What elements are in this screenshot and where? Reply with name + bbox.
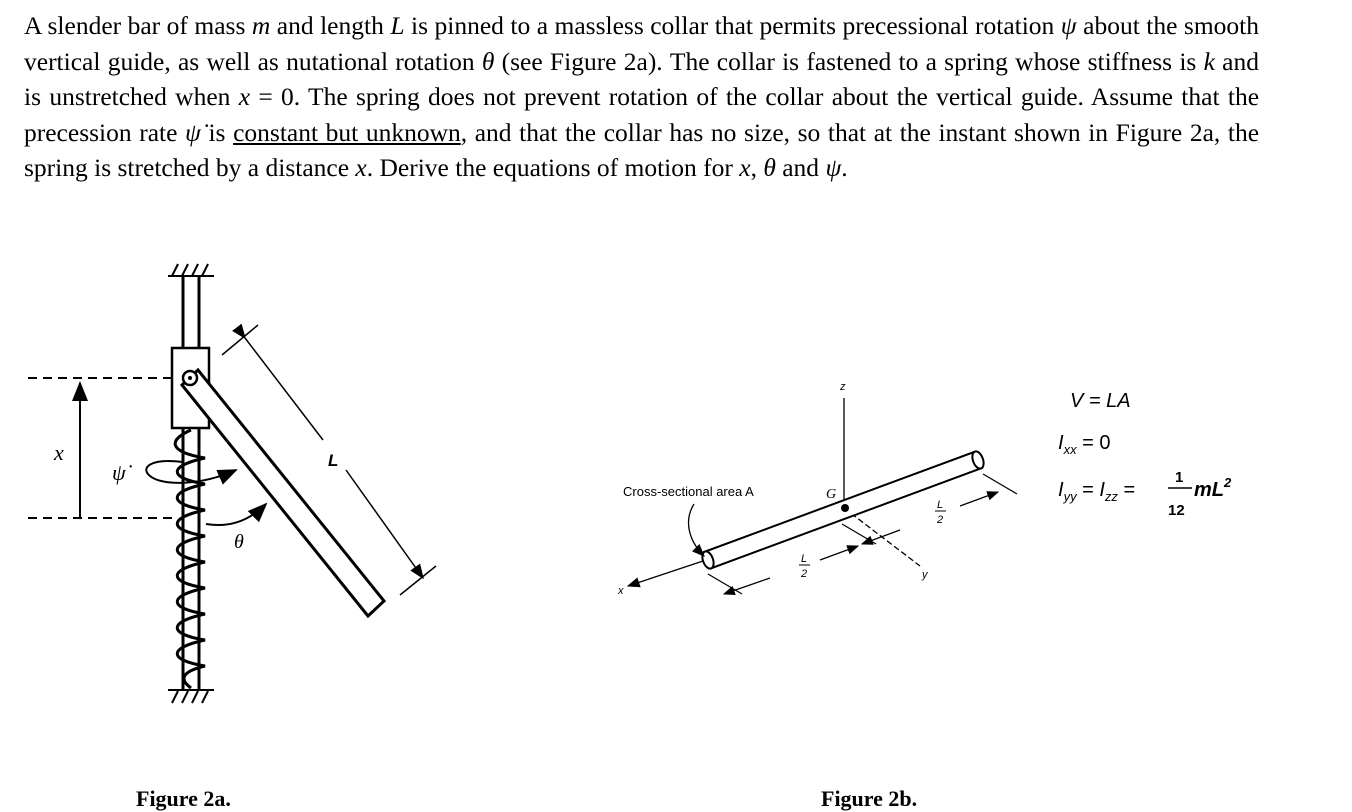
var-x3: x [739,153,751,182]
label-G: G [826,487,837,502]
label-z: z [840,381,846,393]
svg-text:2: 2 [801,568,808,580]
half-L-label-1 [799,553,810,580]
underlined-phrase: constant but unknown [233,117,461,147]
var-theta: θ [481,46,495,76]
eq-Iyy-Izz: $I_{yy} = I_{zz}$ = [1058,479,1136,504]
x-axis [628,560,706,586]
top-support-icon [168,264,214,276]
svg-text:1: 1 [1175,469,1184,486]
label-area: Cross-sectional area A [623,484,754,499]
var-psidot: ψ̇ [185,117,201,147]
var-x: x [238,82,251,111]
svg-text:L: L [937,499,944,511]
eq-mL2: $mL^2$ [1194,475,1232,501]
area-leader [689,504,704,556]
spring [175,430,205,688]
var-psi: ψ [1060,11,1077,40]
svg-text:12: 12 [1168,502,1185,519]
figure-2b [600,370,1232,610]
center-of-mass-dot [841,504,849,512]
half-L-label-2 [935,499,946,526]
var-m: m [251,11,271,40]
problem-statement: A slender bar of mass m and length L is pinned to a massless collar that permits precessional rotation ψ about the smooth vertical guide, as well as nutational rotation θ (see Figure 2a). The collar is fastened to a spring whose stiffness is k and is unstretched when x = 0. The spring does not prevent rotation of the collar about the vertical guide. Assume that the precession rate ψ̇ is constant but unknown, and that the collar has no size, so that at the instant shown in Figure 2a, the spring is stretched by a distance x. Derive the equations of motion for x, θ and ψ. [24,11,1260,182]
theta-arc [206,504,266,525]
eq-volume: V = LA [1070,390,1131,412]
x-reference-lines [28,378,172,518]
svg-text:L: L [801,553,808,565]
figure-2b-caption: Figure 2b. [821,786,918,811]
eq-Ixx: $I_{xx} = 0$ [1058,432,1111,457]
slender-bar [182,370,384,616]
figure-2a [0,240,470,780]
label-x-axis: x [618,585,624,597]
var-theta2: θ [763,153,776,182]
eq-fraction [1168,469,1192,519]
var-L: L [390,11,405,40]
label-theta: θ [234,531,244,553]
label-psidot: ψ̇ [112,460,126,485]
var-x2: x [355,153,367,182]
svg-text:2: 2 [937,514,944,526]
label-L: L [328,451,339,470]
figure-2a-caption: Figure 2a. [136,786,231,811]
var-psi2: ψ [825,153,842,182]
label-x: x [54,440,64,465]
var-k: k [1203,46,1215,76]
label-y-axis: y [922,569,928,581]
bottom-support-icon [168,690,214,703]
